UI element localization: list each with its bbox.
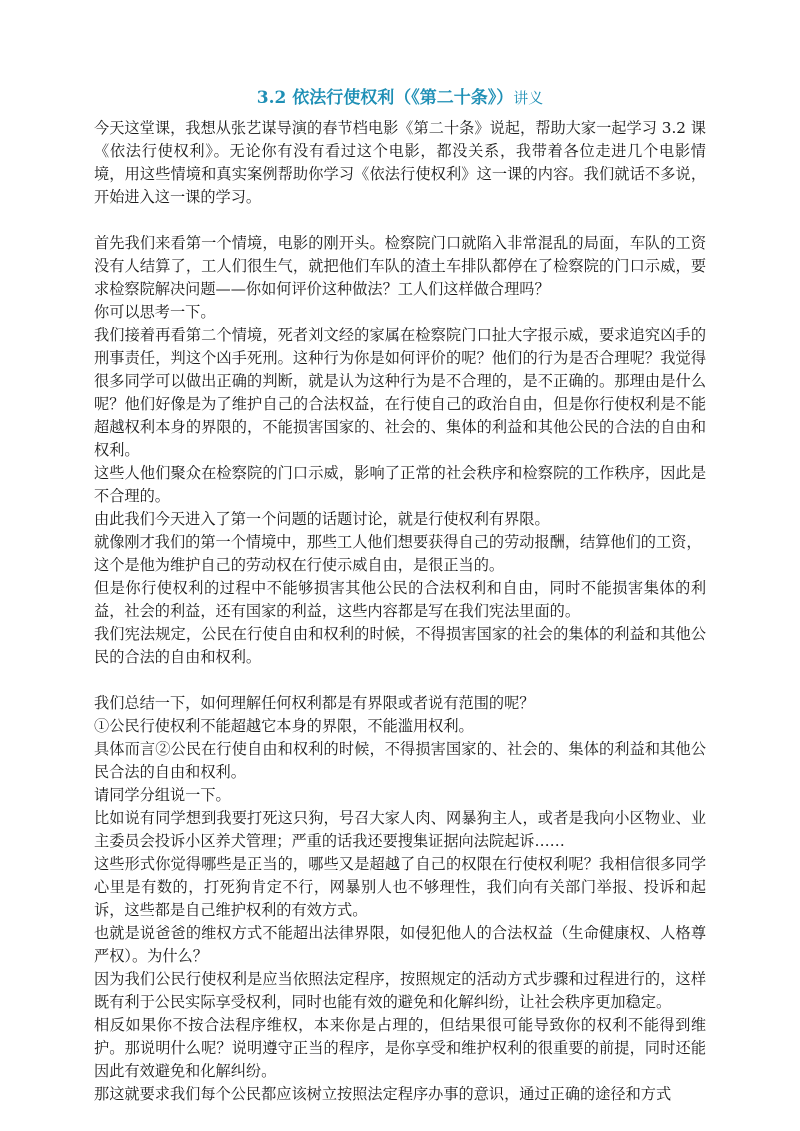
paragraph: 就像刚才我们的第一个情境中，那些工人他们想要获得自己的劳动报酬，结算他们的工资， bbox=[94, 533, 702, 551]
paragraph: 请同学分组说一下。 bbox=[94, 786, 231, 804]
paragraph: 由此我们今天进入了第一个问题的话题讨论，就是行使权利有界限。 bbox=[94, 510, 550, 528]
paragraph: 也就是说爸爸的维权方式不能超出法律界限，如侵犯他人的合法权益（生命健康权、人格尊严权）。为什么？ bbox=[94, 924, 706, 965]
paragraph: 那这就要求我们每个公民都应该树立按照法定程序办事的意识，通过正确的途径和方式 bbox=[94, 1085, 672, 1103]
paragraph: 我们接着再看第二个情境，死者刘文经的家属在检察院门口扯大字报示威，要求追究凶手的刑事责任，判这个凶手死刑。这种行为你是如何评价的呢？他们的行为是否合理呢？我觉得很多同学可以做出正确的判断，就是认为这种行为是不合理的，是不正确的。那理由是什么呢？他们好像是为了维护自己的合法权益，在行使自己的政治自由，但是你行使权利是不能超越权利本身的界限的，不能损害国家的、社会的、集体的利益和其他公民的合法的自由和权利。 bbox=[94, 326, 706, 459]
document-title bbox=[0, 86, 800, 110]
paragraph: 但是你行使权利的过程中不能够损害其他公民的合法权利和自由，同时不能损害集体的利益，社会的利益，还有国家的利益，这些内容都是写在我们宪法里面的。 bbox=[94, 579, 706, 620]
paragraph: 这些形式你觉得哪些是正当的，哪些又是超越了自己的权限在行使权利呢？我相信很多同学心里是有数的，打死狗肯定不行，网暴别人也不够理性，我们向有关部门举报、投诉和起诉，这些都是自己维护权利的有效方式。 bbox=[94, 855, 706, 919]
paragraph: 这个是他为维护自己的劳动权在行使示威自由，是很正当的。 bbox=[94, 556, 505, 574]
paragraph: 相反如果你不按合法程序维权，本来你是占理的，但结果很可能导致你的权利不能得到维护。那说明什么呢？说明遵守正当的程序，是你享受和维护权利的很重要的前提，同时还能因此有效避免和化解纠纷。 bbox=[94, 1016, 706, 1080]
title-suffix: 讲义 bbox=[513, 89, 544, 107]
paragraph: 比如说有同学想到我要打死这只狗，号召大家人肉、网暴狗主人，或者是我向小区物业、业主委员会投诉小区养犬管理；严重的话我还要搜集证据向法院起诉…… bbox=[94, 809, 706, 850]
paragraph: 我们宪法规定，公民在行使自由和权利的时候，不得损害国家的社会的集体的利益和其他公民的合法的自由和权利。 bbox=[94, 625, 706, 666]
paragraph: 这些人他们聚众在检察院的门口示威，影响了正常的社会秩序和检察院的工作秩序，因此是不合理的。 bbox=[94, 464, 706, 505]
paragraph: 具体而言②公民在行使自由和权利的时候，不得损害国家的、社会的、集体的利益和其他公民合法的自由和权利。 bbox=[94, 740, 706, 781]
paragraph: 因为我们公民行使权利是应当依照法定程序，按照规定的活动方式步骤和过程进行的，这样既有利于公民实际享受权利，同时也能有效的避免和化解纠纷，让社会秩序更加稳定。 bbox=[94, 970, 706, 1011]
paragraph: 你可以思考一下。 bbox=[94, 303, 216, 321]
paragraph: 我们总结一下，如何理解任何权利都是有界限或者说有范围的呢？ bbox=[94, 694, 535, 712]
title-main: 3.2 依法行使权利（《第二十条》） bbox=[256, 88, 514, 108]
paragraph: ①公民行使权利不能超越它本身的界限，不能滥用权利。 bbox=[94, 717, 474, 735]
paragraph: 今天这堂课，我想从张艺谋导演的春节档电影《第二十条》说起，帮助大家一起学习 3.2 课《依法行使权利》。无论你有没有看过这个电影，都没关系，我带着各位走进几个电影情境，用这些情境和真实案例帮助你学习《依法行使权利》这一课的内容。我们就话不多说，开始进入这一课的学习。 bbox=[94, 119, 706, 206]
paragraph: 首先我们来看第一个情境，电影的刚开头。检察院门口就陷入非常混乱的局面，车队的工资没有人结算了，工人们很生气，就把他们车队的渣土车排队都停在了检察院的门口示威，要求检察院解决问题——你如何评价这种做法？工人们这样做合理吗？ bbox=[94, 234, 706, 298]
document-body bbox=[94, 117, 706, 1106]
